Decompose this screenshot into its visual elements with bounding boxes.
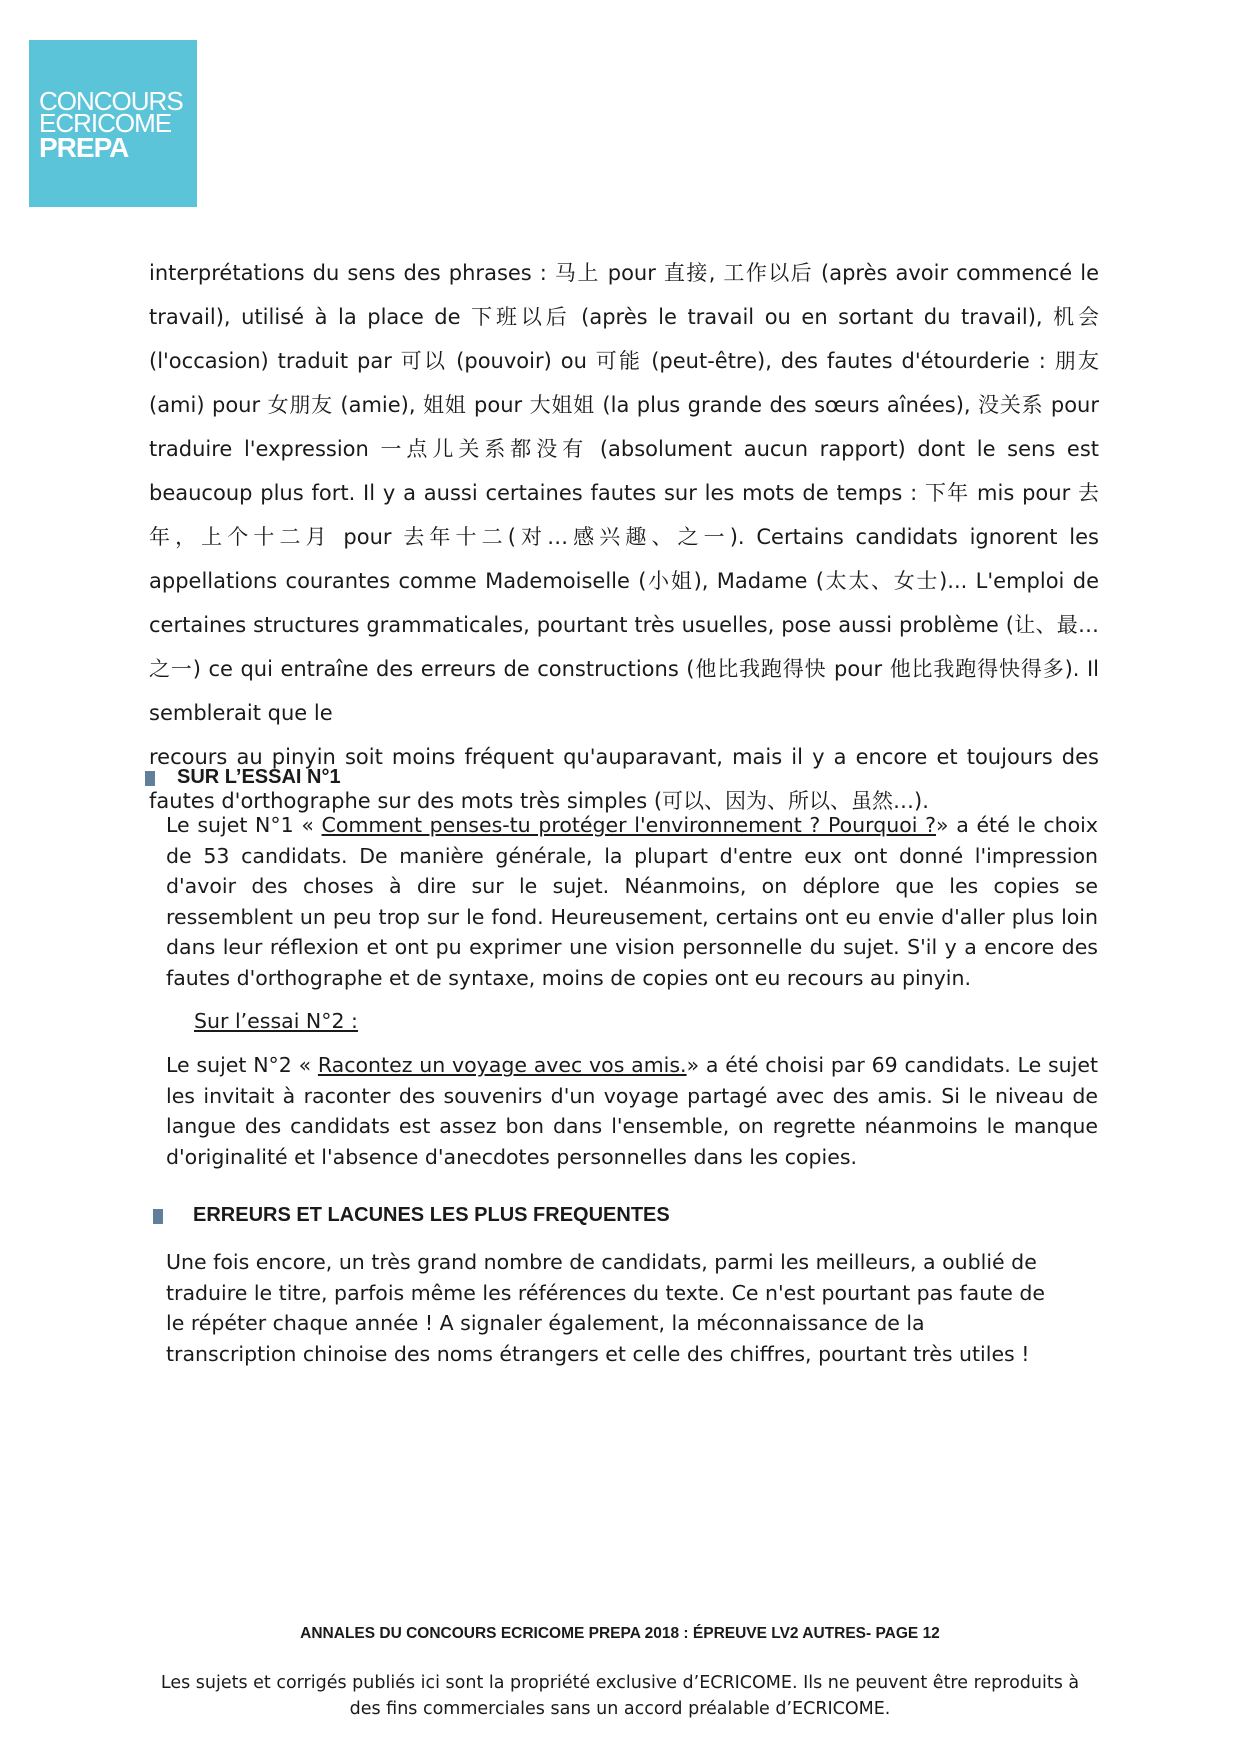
logo-line-prepa: PREPA [39,132,129,163]
essai-2-text-start: Le sujet N°2 « [166,1053,318,1077]
essai-2-paragraph [166,1050,1098,1172]
erreurs-paragraph: Une fois encore, un très grand nombre de candidats, parmi les meilleurs, a oublié de traduire le titre, parfois même les références du texte. Ce n'est pourtant pas faute de le répéter chaque année ! A signaler également, la méconnaissance de la transcription chinoise des noms étrangers et celle des chiffres, pourtant très utiles ! [166,1250,1045,1366]
heading-erreurs: ERREURS ET LACUNES LES PLUS FREQUENTES [193,1204,670,1226]
intro-tail-text: recours au pinyin soit moins fréquent qu'auparavant, mais il y a encore et toujours des fautes d'orthographe sur des mots très simples (可以、因为、所以、虽然…). [149,745,1099,813]
essai-1-text-end: » a été le choix de 53 candidats. De manière générale, la plupart d'entre eux ont donné l'impression d'avoir des choses à dire sur le sujet. Néanmoins, on déplore que les copies se ressemblent un peu trop sur le fond. Heureusement, certains ont eu envie d'aller plus loin dans leur réflexion et ont pu exprimer une vision personnelle du sujet. S'il y a encore des fautes d'orthographe et de syntaxe, moins de copies ont eu recours au pinyin. [166,813,1098,990]
essai-1-text-start: Le sujet N°1 « [166,813,322,837]
logo-line-concours: CONCOURS [39,86,183,116]
intro-text: interprétations du sens des phrases : 马上 pour 直接, 工作以后 (après avoir commencé le travail), utilisé à la place de 下班以后 (après le travail ou en sortant du travail), 机会 (l'occasion) traduit par 可以 (pouvoir) ou 可能 (peut-être), des fautes d'étourderie : 朋友 (ami) pour 女朋友 (amie), 姐姐 pour 大姐姐 (la plus grande des sœurs aînées), 没关系 pour traduire l'expression 一点儿关系都没有 (absolument aucun rapport) dont le sens est beaucoup plus fort. Il y a aussi certaines fautes sur les mots de temps : 下年 mis pour 去年，上个十二月 pour 去年十二(对…感兴趣、之一). Certains candidats ignorent les appellations courantes comme Mademoiselle (小姐), Madame (太太、女士)... L'emploi de certaines structures grammaticales, pourtant très usuelles, pose aussi problème (让、最… 之一) ce qui entraîne des erreurs de constructions (他比我跑得快 pour 他比我跑得快得多). Il semblerait que le [149,261,1099,725]
heading-essai-2: Sur l’essai N°2 : [194,1009,358,1033]
essai-1-paragraph [166,810,1098,993]
essai-2-subject: Racontez un voyage avec vos amis. [317,1053,687,1077]
essai-2-text-end: » a été choisi par 69 candidats. Le sujet les invitait à raconter des souvenirs d'un voyage partagé avec des amis. Si le niveau de langue des candidats est assez bon dans l'ensemble, on regrette néanmoins le manque d'originalité et l'absence d'anecdotes personnelles dans les copies. [166,1053,1098,1169]
footer-title: ANNALES DU CONCOURS ECRICOME PREPA 2018 : ÉPREUVE LV2 AUTRES- PAGE 12 [300,1625,940,1642]
essai-1-subject: Comment penses-tu protéger l'environnement ? Pourquoi ? [321,813,936,837]
heading-essai-1: SUR L’ESSAI N°1 [177,766,341,788]
footer-copyright-note: Les sujets et corrigés publiés ici sont la propriété exclusive d’ECRICOME. Ils ne peuvent être reproduits à des fins commerciales sans un accord préalable d’ECRICOME. [160,1673,1080,1719]
logo-line-ecricome: ECRICOME [39,108,172,138]
ecricome-logo [29,40,197,207]
section-bullet-icon [153,1209,163,1224]
intro-paragraph [149,251,1099,823]
section-bullet-icon [145,771,155,786]
